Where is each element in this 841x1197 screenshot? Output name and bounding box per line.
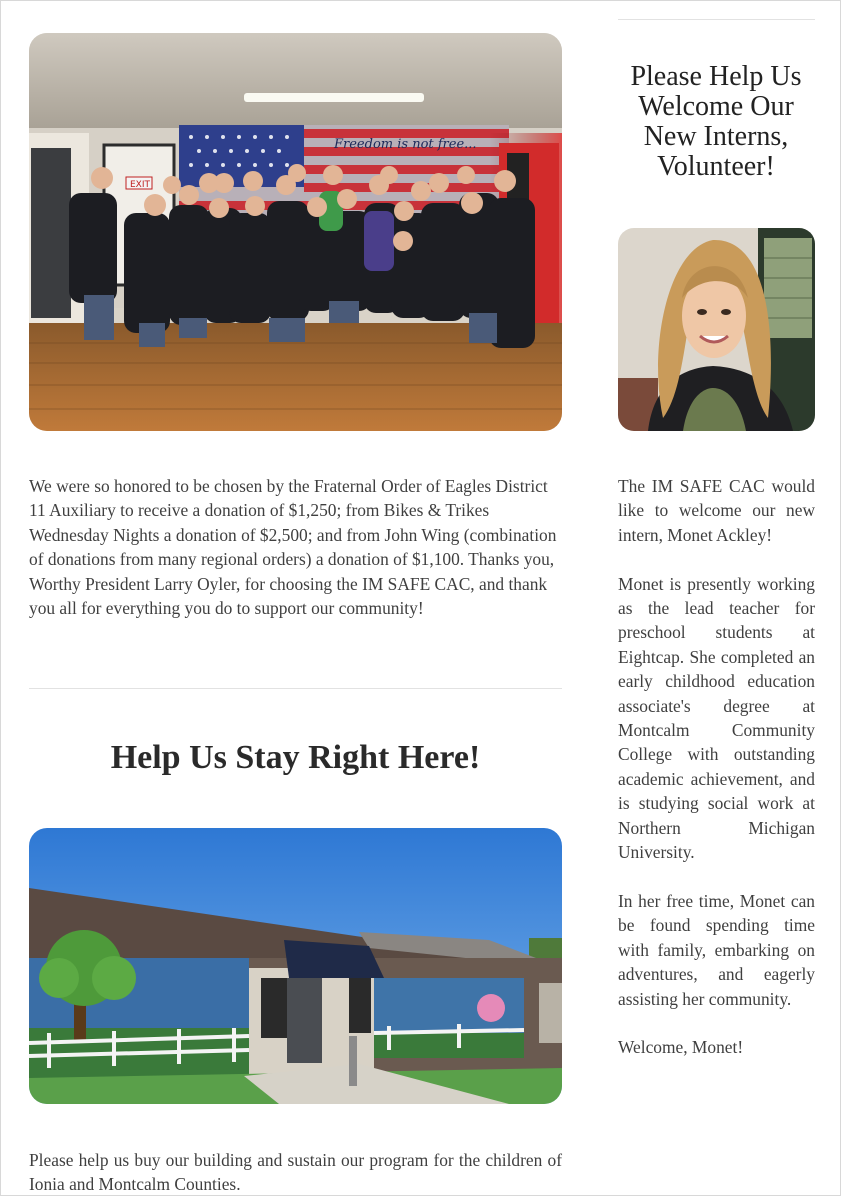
interns-title: Please Help Us Welcome Our New Interns, Volunteer! [630,61,802,182]
donation-paragraph: We were so honored to be chosen by the Fraternal Order of Eagles District 11 Auxiliary to receive a donation of $1,250; from Bikes & Trikes Wednesday Nights a donation of $2,500; and from John Wing (combination of donations from many regional orders) a donation of $1,100. Thanks you, Worthy President Larry Oyler, for choosing the IM SAFE CAC, and thank you all for everything you do to support our community! [29,476,557,619]
intern-closing-paragraph: Welcome, Monet! [618,1037,744,1058]
exit-sign-text: EXIT [130,180,151,190]
building-photo [29,828,562,1104]
group-photo [29,33,562,431]
intern-work-paragraph: Monet is presently working as the lead teacher for preschool students at Eightcap. She completed an early childhood education associate's degree at Montcalm Community College with outstanding academic achievement, and is studying social work at Northern Michigan University. [618,573,815,863]
building-paragraph: Please help us buy our building and sustain our program for the children of Ionia and Montcalm Counties. [29,1150,562,1195]
mural-text: Freedom is not free... [334,137,477,152]
group-photo-image [29,33,562,431]
right-divider-top [618,19,815,20]
intern-bio [618,474,815,1060]
building-photo-image [29,828,562,1104]
intern-photo-image [618,228,815,431]
stay-section-title: Help Us Stay Right Here! [110,739,481,776]
intern-welcome-paragraph: The IM SAFE CAC would like to welcome our new intern, Monet Ackley! [618,476,815,545]
intern-freetime-paragraph: In her free time, Monet can be found spending time with family, embarking on adventures, and eagerly assisting her community. [618,890,815,1009]
intern-photo [618,228,815,431]
left-divider [29,688,562,689]
